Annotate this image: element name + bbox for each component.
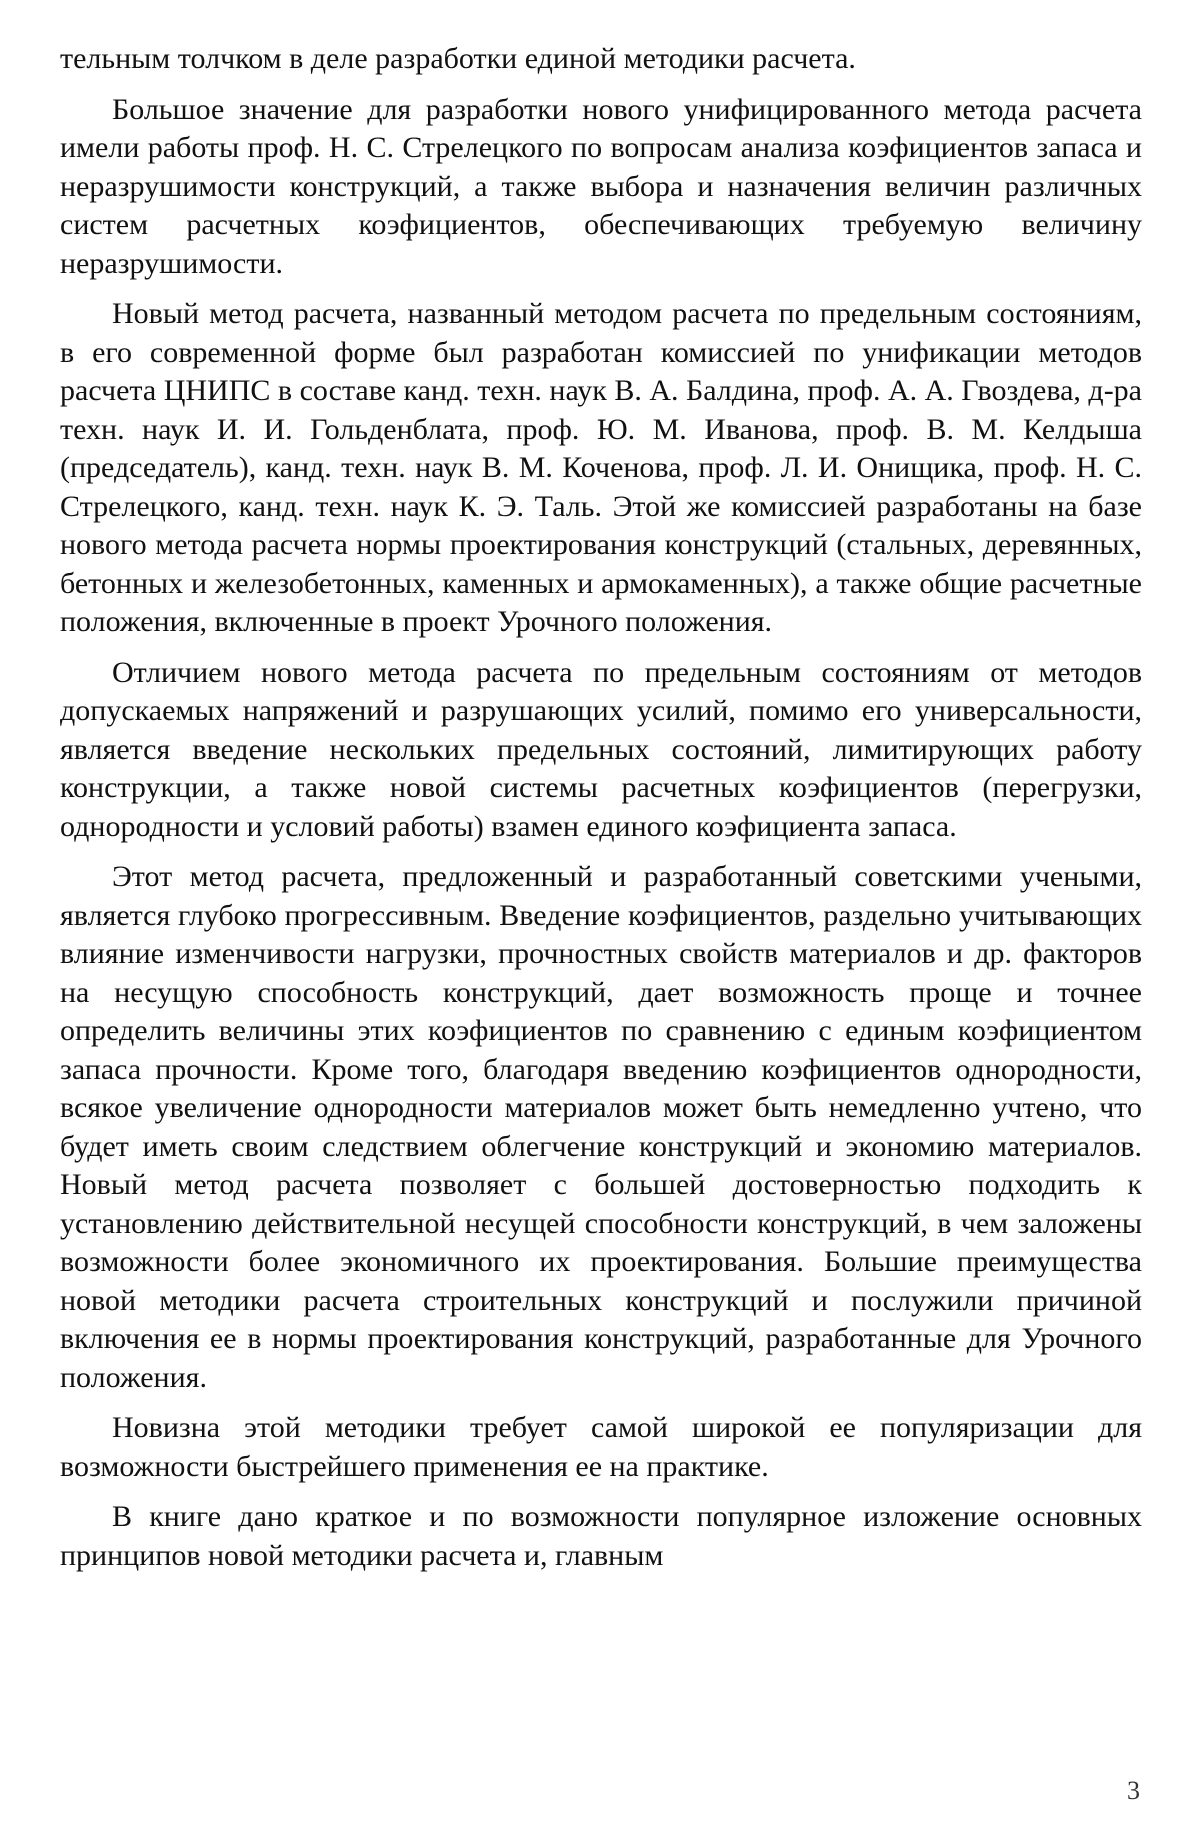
- paragraph-popularization: Новизна этой методики требует самой широкой ее популяризации для возможности быстрейшего применения ее на практике.: [60, 1411, 1142, 1483]
- paragraph-streletsky-works: Большое значение для разработки нового унифицированного метода расчета имели работы проф. Н. С. Стрелецкого по вопросам анализа коэфициентов запаса и неразрушимости конструкций, а также выбора и назначения величин различных систем расчетных коэфициентов, обеспечивающих требуемую величину неразрушимости.: [60, 92, 1142, 280]
- paragraph-continuation: тельным толчком в деле разработки единой методики расчета.: [60, 42, 856, 75]
- page-number: 3: [1127, 1776, 1140, 1805]
- paragraph-book-content: В книге дано краткое и по возможности популярное изложение основных принципов новой методики расчета и, главным: [60, 1500, 1142, 1572]
- paragraph-progressive-method: Этот метод расчета, предложенный и разработанный советскими учеными, является глубоко прогрессивным. Введение коэфициентов, раздельно учитывающих влияние изменчивости нагрузки, прочностных свойств материалов и др. факторов на несущую способность конструкций, дает возможность проще и точнее определить величины этих коэфициентов по сравнению с единым коэфициентом запаса прочности. Кроме того, благодаря введению коэфициентов однородности, всякое увеличение однородности материалов может быть немедленно учтено, что будет иметь своим следствием облегчение конструкций и экономию материалов. Новый метод расчета позволяет с большей достоверностью подходить к установлению действительной несущей способности конструкций, в чем заложены возможности более экономичного их проектирования. Большие преимущества новой методики расчета строительных конструкций и послужили причиной включения ее в нормы проектирования конструкций, разработанные для Урочного положения.: [60, 860, 1142, 1394]
- book-page: [60, 40, 1142, 1820]
- paragraph-differences: Отличием нового метода расчета по предельным состояниям от методов допускаемых напряжений и разрушающих усилий, помимо его универсальности, является введение нескольких предельных состояний, лимитирующих работу конструкции, а также новой системы расчетных коэфициентов (перегрузки, однородности и условий работы) взамен единого коэфициента запаса.: [60, 655, 1142, 843]
- paragraph-commission: Новый метод расчета, названный методом расчета по предельным состояниям, в его современной форме был разработан комиссией по унификации методов расчета ЦНИПС в составе канд. техн. наук В. А. Балдина, проф. А. А. Гвоздева, д-ра техн. наук И. И. Гольденблата, проф. Ю. М. Иванова, проф. В. М. Келдыша (председатель), канд. техн. наук В. М. Коченова, проф. Л. И. Онищика, проф. Н. С. Стрелецкого, канд. техн. наук К. Э. Таль. Этой же комиссией разработаны на базе нового метода расчета нормы проектирования конструкций (стальных, деревянных, бетонных и железобетонных, каменных и армокаменных), а также общие расчетные положения, включенные в проект Урочного положения.: [60, 297, 1142, 638]
